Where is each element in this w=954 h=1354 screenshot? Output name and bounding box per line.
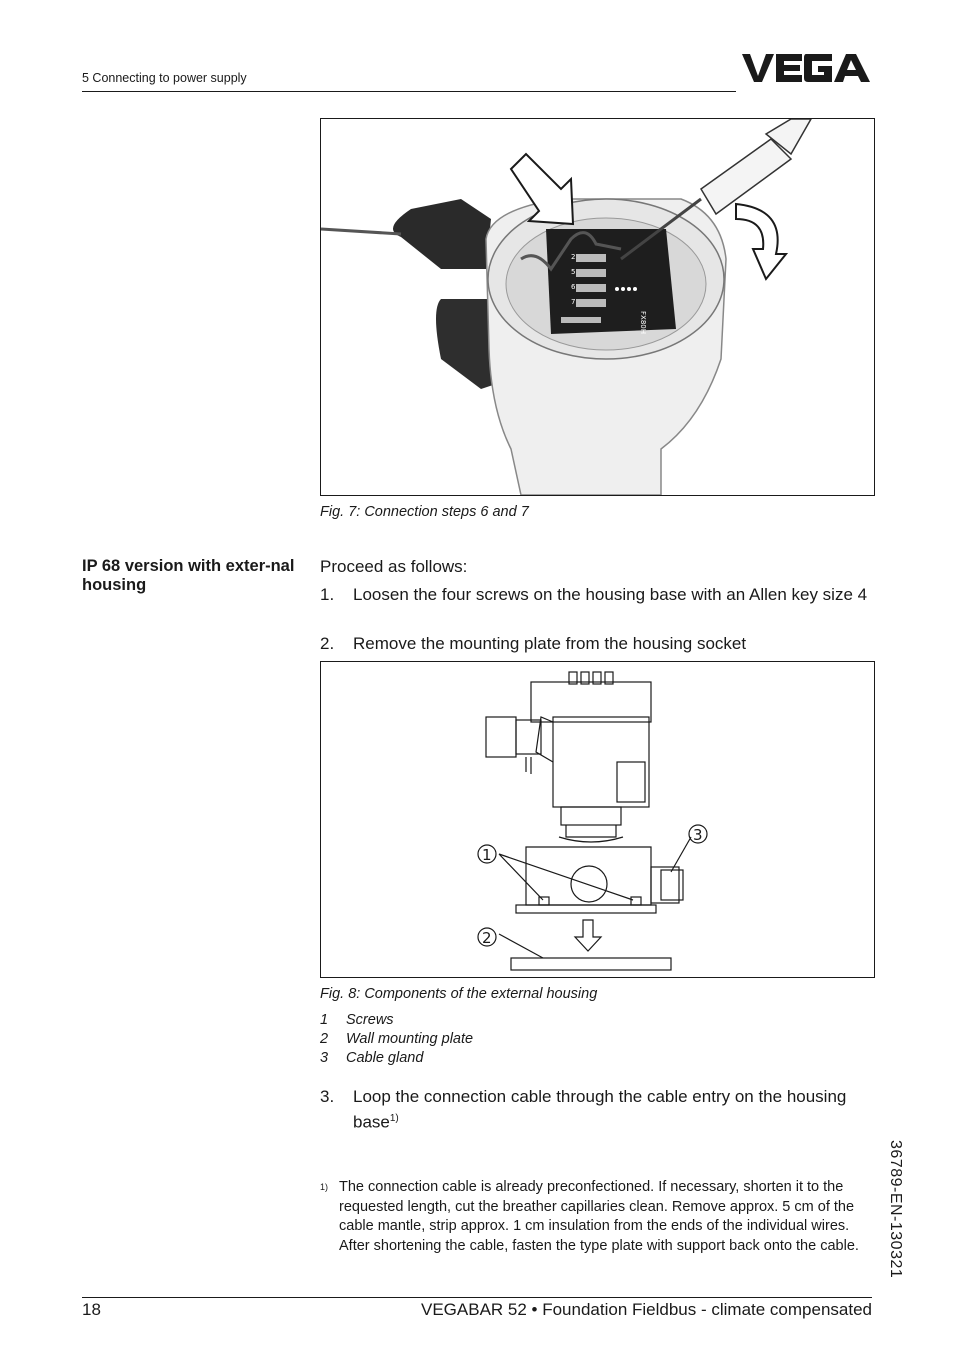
- footer-title: VEGABAR 52 • Foundation Fieldbus - climate compensated: [420, 1300, 872, 1319]
- footnote-mark: 1): [320, 1182, 329, 1192]
- figure-7-frame: [320, 118, 875, 496]
- legend-item: [320, 1050, 423, 1066]
- step-number: 2.: [320, 634, 335, 653]
- legend-item: [320, 1012, 394, 1028]
- terminal-label: 6: [571, 283, 576, 291]
- document-id: 36789-EN-130321: [887, 1140, 904, 1279]
- footnote-text: The connection cable is already preconfectioned. If necessary, shorten it to the requested length, cut the breather capillaries clean. Remove approx. 5 cm of the cable mantle, strip approx. 1 cm insulation from the ends of the individual wires. After shortening the cable, fasten the type plate with support back onto the cable.: [339, 1179, 859, 1254]
- step-1: [320, 584, 880, 606]
- step-3: [320, 1086, 880, 1134]
- step-text: Loop the connection cable through the cable entry on the housing base$^{1)}$: [353, 1087, 847, 1132]
- step-text: Remove the mounting plate from the housing socket: [353, 634, 747, 653]
- callout-2: 2: [482, 929, 492, 947]
- step-2: [320, 633, 880, 655]
- footnote-ref[interactable]: 1): [389, 1113, 399, 1124]
- footer-rule: [82, 1297, 872, 1298]
- footnote: [320, 1178, 880, 1256]
- step-text: Loosen the four screws on the housing base with an Allen key size 4: [353, 585, 868, 604]
- header-rule: [82, 91, 736, 92]
- board-model-label: FX80H: [639, 311, 647, 334]
- step-number: 1.: [320, 585, 335, 604]
- housing-terminal-illustration: [321, 119, 874, 495]
- running-header: 5 Connecting to power supply: [82, 71, 247, 85]
- legend-label: Wall mounting plate: [346, 1031, 474, 1047]
- legend-label: Cable gland: [346, 1050, 424, 1066]
- legend-item: [320, 1031, 473, 1047]
- step-number: 3.: [320, 1087, 335, 1106]
- callout-3: 3: [693, 826, 703, 844]
- legend-number: 1: [320, 1012, 329, 1028]
- vega-logo: [742, 52, 872, 84]
- page-number: 18: [82, 1300, 101, 1319]
- terminal-label: 7: [571, 298, 576, 306]
- external-housing-drawing: [321, 662, 874, 977]
- side-heading: IP 68 version with exter-nal housing: [82, 557, 295, 594]
- terminal-label: 2: [571, 253, 576, 261]
- callout-1: 1: [482, 846, 492, 864]
- figure-7-caption: Fig. 7: Connection steps 6 and 7: [320, 504, 529, 520]
- figure-8-frame: [320, 661, 875, 978]
- legend-number: 2: [320, 1031, 329, 1047]
- terminal-label: 5: [571, 268, 576, 276]
- legend-number: 3: [320, 1050, 329, 1066]
- intro-text: Proceed as follows:: [320, 557, 468, 576]
- legend-label: Screws: [346, 1012, 394, 1028]
- figure-8-caption: Fig. 8: Components of the external housing: [320, 986, 598, 1002]
